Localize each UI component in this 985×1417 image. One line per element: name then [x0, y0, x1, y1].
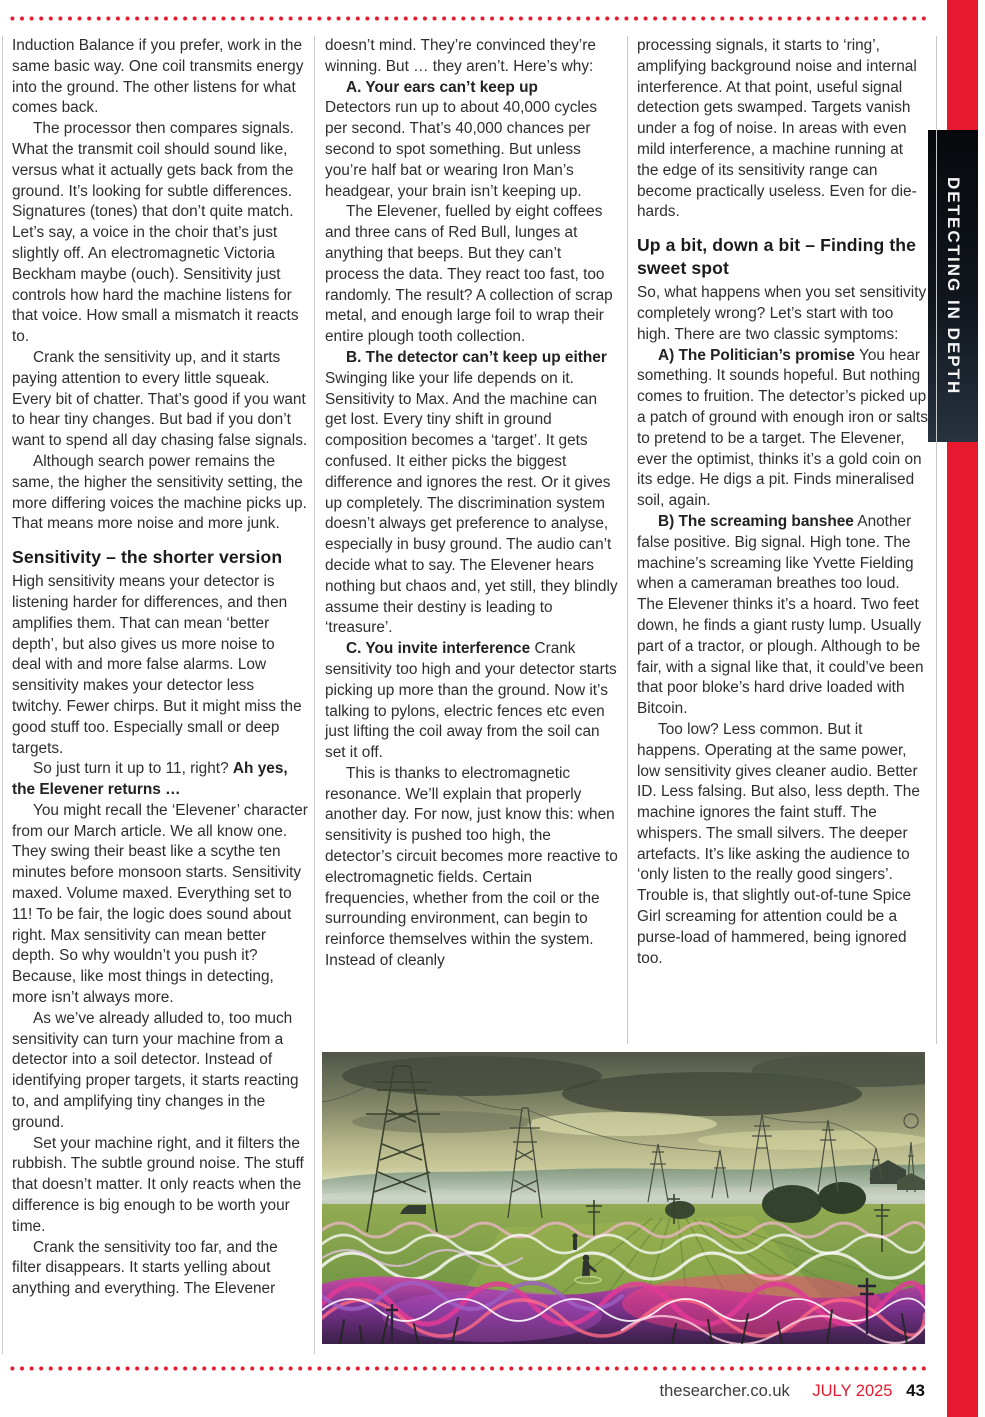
paragraph: High sensitivity means your detector is listening harder for differences, and then amplifies them. That can mean ‘better depth’, but also gives us more noise to deal with and more false alarms. Low sensitivity makes your detector less twitchy. Fewer chirps. But it might miss the good stuff too. Especially small or deep targets. — [12, 573, 302, 757]
column-rule-left — [2, 36, 3, 1354]
paragraph: B. The detector can’t keep up either Swinging like your life depends on it. Sensitivity to Max. And the machine can get lost. Every tiny shift in ground composition becomes a ‘target’. It gets confused. It either picks the biggest difference and ignores the rest. Or it gives up completely. The discrimination system doesn’t always get preference to analyse, especially in busy ground. The audio can’t decide what to say. The Elevener hears nothing but chaos and, yet still, they blindly assume their destiny is leading to ‘treasure’. — [325, 348, 618, 637]
paragraph: B) The screaming banshee Another false positive. Big signal. High tone. The machine’s screaming like Yvette Fielding when a cameraman breathes too loud. The Elevener thinks it’s a hoard. Two feet down, he finds a giant rusty lump. Usually part of a tractor, or plough. Although to be fair, with a signal like that, it could’ve been that poor bloke’s hard drive loaded with Bitcoin. — [637, 512, 924, 718]
text-column-3 — [637, 36, 928, 969]
paragraph: Induction Balance if you prefer, work in the same basic way. One coil transmits energy into the ground. The other listens for what comes back. — [12, 37, 304, 117]
page-footer — [12, 1381, 925, 1401]
paragraph: Crank the sensitivity up, and it starts paying attention to every little squeak. Every bit of chatter. That’s good if you want to hear tiny changes. But bad if you don’t want to spend all day chasing false signals. — [12, 348, 308, 450]
paragraph: The Elevener, fuelled by eight coffees and three cans of Red Bull, lunges at anything that beeps. But they can’t process the data. They react too fast, too randomly. The result? A collection of scrap metal, and enough large foil to wrap their entire plough tooth collection. — [325, 203, 613, 346]
paragraph: Set your machine right, and it filters the rubbish. The subtle ground noise. The stuff that doesn’t matter. It only reacts when the difference is big enough to be worth your time. — [12, 1134, 304, 1235]
paragraph: So, what happens when you set sensitivity completely wrong? Let’s start with too high. There are two classic symptoms: — [637, 284, 927, 343]
column-rule-1 — [314, 36, 315, 1354]
paragraph: Detectors run up to about 40,000 cycles per second. That’s 40,000 chances per second to spot something. But unless you’re half bat or wearing Iron Man’s headgear, your brain isn’t keeping up. — [325, 99, 598, 200]
paragraph: This is thanks to electromagnetic resonance. We’ll explain that properly another day. For now, just know this: when sensitivity is pushed too high, the detector’s circuit becomes more reactive to electromagnetic fields. Certain frequencies, whether from the coil or the surrounding environment, can begin to reinforce themselves within the system. Instead of cleanly — [325, 764, 618, 970]
paragraph: You might recall the ‘Elevener’ character from our March article. We all know one. They swing their beast like a scythe ten minutes before monsoon starts. Sensitivity maxed. Volume maxed. Everything set to 11! To be fair, the logic does sound about right. Max sensitivity can mean better depth. So why wouldn’t you push it? Because, like most things in detecting, more isn’t always more. — [12, 801, 308, 1007]
footer-site-url: thesearcher.co.uk — [659, 1382, 790, 1400]
paragraph: Crank the sensitivity too far, and the filter disappears. It starts yelling about anything and everything. The Elevener — [12, 1238, 278, 1298]
paragraph: The processor then compares signals. What the transmit coil should sound like, versus what it actually gets back from the ground. It’s looking for subtle differences. Signatures (tones) that don’t quite match. Let’s say, a voice in the choir that’s just slightly off. An electromagnetic Victoria Beckham maybe (ouch). Sensitivity just controls how hard the machine listens for that voice. How small a mismatch it reacts to. — [12, 120, 299, 346]
paragraph: So just turn it up to 11, right? Ah yes, the Elevener returns … — [12, 760, 288, 799]
paragraph: As we’ve already alluded to, too much sensitivity can turn your machine from a detector into a soil detector. Instead of identifying proper targets, it starts reacting to, and amplifying tiny changes in the ground. — [12, 1009, 299, 1131]
paragraph: A) The Politician’s promise You hear something. It sounds hopeful. But nothing comes to fruition. The detector’s picked up a patch of ground with enough iron or salts to pretend to be a target. The Elevener, ever the optimist, thinks it’s a gold coin on its edge. He digs a pit. Finds mineralised soil, again. — [637, 346, 928, 510]
paragraph: Although search power remains the same, the higher the sensitivity setting, the more differing voices the machine picks up. That means more noise and more junk. — [12, 452, 307, 533]
section-heading: Up a bit, down a bit – Finding the sweet spot — [637, 235, 917, 279]
article-illustration — [322, 1052, 925, 1344]
footer-issue: JULY 2025 — [812, 1382, 893, 1400]
paragraph: doesn’t mind. They’re convinced they’re winning. But … they aren’t. Here’s why: — [325, 37, 596, 75]
text-column-1 — [12, 36, 308, 1300]
paragraph: processing signals, it starts to ‘ring’, amplifying background noise and internal interference. At that point, useful signal detection gets swamped. Targets vanish under a fog of noise. In areas with even mild interference, a machine running at the edge of its sensitivity range can become practically useless. Even for die-hards. — [637, 37, 917, 221]
bottom-dotted-border — [10, 1366, 930, 1371]
column-rule-right — [936, 36, 937, 1044]
text-column-2 — [325, 36, 619, 972]
paragraph: A. Your ears can’t keep up — [346, 78, 538, 96]
column-rule-2 — [627, 36, 628, 1044]
top-dotted-border — [10, 16, 926, 21]
section-tab-label: DETECTING IN DEPTH — [944, 176, 963, 396]
paragraph: Too low? Less common. But it happens. Operating at the same power, low sensitivity gives cleaner audio. Better ID. Less falsing. But also, less depth. The machine ignores the faint stuff. The whispers. The small silvers. The deeper artefacts. It’s like asking the audience to ‘only listen to the really good singers’. Trouble is, that slightly out-of-tune Spice Girl screaming for attention could be a purse-load of hammered, being ignored too. — [637, 720, 920, 967]
footer-page-number: 43 — [906, 1381, 925, 1400]
paragraph: C. You invite interference Crank sensitivity too high and your detector starts picking up more than the ground. Now it’s talking to pylons, electric fences etc even just lifting the coil away from the soil can set it off. — [325, 640, 617, 762]
section-heading: Sensitivity – the shorter version — [12, 547, 283, 568]
